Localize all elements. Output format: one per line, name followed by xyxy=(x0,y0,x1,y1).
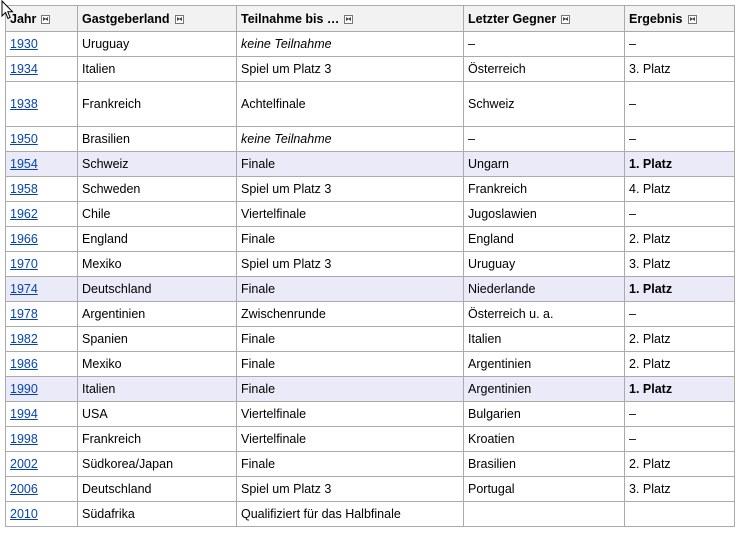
year-cell[interactable] xyxy=(6,352,78,377)
year-link[interactable]: 1974 xyxy=(10,282,38,296)
opponent-cell xyxy=(464,277,625,302)
host-country-cell xyxy=(78,252,237,277)
column-header-teilnahme[interactable] xyxy=(237,6,464,32)
result-cell xyxy=(625,277,735,302)
result-text: 1. Platz xyxy=(629,282,673,296)
year-cell[interactable] xyxy=(6,32,78,57)
opponent-cell xyxy=(464,502,625,527)
year-cell[interactable] xyxy=(6,477,78,502)
column-header-gastgeberland[interactable] xyxy=(78,6,237,32)
result-text: 4. Platz xyxy=(629,182,671,196)
result-cell xyxy=(625,452,735,477)
opponent-cell xyxy=(464,32,625,57)
stage-cell xyxy=(237,477,464,502)
stage-cell xyxy=(237,82,464,127)
table-row xyxy=(6,402,735,427)
world-cup-results-table xyxy=(5,5,735,527)
stage-text: Qualifiziert für das Halbfinale xyxy=(241,507,401,521)
stage-cell xyxy=(237,377,464,402)
stage-cell xyxy=(237,127,464,152)
opponent-cell xyxy=(464,452,625,477)
column-header-ergebnis[interactable] xyxy=(625,6,735,32)
host-country-cell xyxy=(78,177,237,202)
result-cell xyxy=(625,82,735,127)
stage-text: Spiel um Platz 3 xyxy=(241,257,332,271)
year-cell[interactable] xyxy=(6,152,78,177)
host-country-cell xyxy=(78,227,237,252)
result-text: 1. Platz xyxy=(629,157,673,171)
year-cell[interactable] xyxy=(6,57,78,82)
opponent-cell xyxy=(464,427,625,452)
host-country-text: Südafrika xyxy=(82,507,135,521)
mouse-cursor-icon xyxy=(1,0,15,20)
stage-cell xyxy=(237,327,464,352)
year-cell[interactable] xyxy=(6,177,78,202)
result-cell xyxy=(625,502,735,527)
opponent-cell xyxy=(464,477,625,502)
year-link[interactable]: 2010 xyxy=(10,507,38,521)
opponent-cell xyxy=(464,57,625,82)
host-country-text: Italien xyxy=(82,62,116,76)
host-country-cell xyxy=(78,352,237,377)
stage-text: Finale xyxy=(241,282,276,296)
result-text: 2. Platz xyxy=(629,457,671,471)
host-country-cell xyxy=(78,277,237,302)
column-header-letzter-gegner[interactable] xyxy=(464,6,625,32)
host-country-cell xyxy=(78,477,237,502)
host-country-text: Frankreich xyxy=(82,97,142,111)
stage-cell xyxy=(237,227,464,252)
opponent-cell xyxy=(464,177,625,202)
result-cell xyxy=(625,127,735,152)
host-country-text: Deutschland xyxy=(82,482,152,496)
year-cell[interactable] xyxy=(6,302,78,327)
host-country-text: Mexiko xyxy=(82,357,122,371)
sort-icon[interactable] xyxy=(344,15,353,24)
table-row xyxy=(6,57,735,82)
stage-cell xyxy=(237,402,464,427)
opponent-text: Italien xyxy=(468,332,502,346)
stage-text: Spiel um Platz 3 xyxy=(241,182,332,196)
host-country-text: Chile xyxy=(82,207,111,221)
host-country-cell xyxy=(78,327,237,352)
year-cell[interactable] xyxy=(6,202,78,227)
year-link[interactable]: 1986 xyxy=(10,357,38,371)
host-country-text: Mexiko xyxy=(82,257,122,271)
year-cell[interactable] xyxy=(6,277,78,302)
host-country-cell xyxy=(78,82,237,127)
opponent-cell xyxy=(464,327,625,352)
stage-cell xyxy=(237,202,464,227)
result-cell xyxy=(625,302,735,327)
opponent-text: Argentinien xyxy=(468,382,532,396)
year-link[interactable]: 1990 xyxy=(10,382,38,396)
opponent-text: Portugal xyxy=(468,482,515,496)
stage-text: Finale xyxy=(241,357,276,371)
opponent-text: – xyxy=(468,37,475,51)
sort-icon[interactable] xyxy=(688,15,697,24)
sort-icon[interactable] xyxy=(41,15,50,24)
table-row xyxy=(6,177,735,202)
host-country-text: Uruguay xyxy=(82,37,130,51)
opponent-text: Schweiz xyxy=(468,97,515,111)
host-country-cell xyxy=(78,302,237,327)
opponent-text: Ungarn xyxy=(468,157,509,171)
stage-cell xyxy=(237,252,464,277)
stage-cell xyxy=(237,152,464,177)
host-country-cell xyxy=(78,402,237,427)
table-row xyxy=(6,82,735,127)
table-row xyxy=(6,352,735,377)
result-text: – xyxy=(629,132,636,146)
stage-text: Achtelfinale xyxy=(241,97,306,111)
year-cell[interactable] xyxy=(6,402,78,427)
host-country-cell xyxy=(78,427,237,452)
year-link[interactable]: 1934 xyxy=(10,62,38,76)
host-country-text: Südkorea/Japan xyxy=(82,457,174,471)
year-link[interactable]: 1954 xyxy=(10,157,38,171)
opponent-text: Niederlande xyxy=(468,282,536,296)
host-country-text: Italien xyxy=(82,382,116,396)
opponent-text: Uruguay xyxy=(468,257,516,271)
sort-icon[interactable] xyxy=(175,15,184,24)
opponent-text: Argentinien xyxy=(468,357,532,371)
opponent-cell xyxy=(464,252,625,277)
stage-text: Viertelfinale xyxy=(241,432,307,446)
year-link[interactable]: 1994 xyxy=(10,407,38,421)
stage-text: Viertelfinale xyxy=(241,407,307,421)
table-row xyxy=(6,32,735,57)
year-link[interactable]: 1966 xyxy=(10,232,38,246)
opponent-text: Österreich xyxy=(468,62,526,76)
result-cell xyxy=(625,352,735,377)
sort-icon[interactable] xyxy=(561,15,570,24)
opponent-cell xyxy=(464,152,625,177)
host-country-text: Brasilien xyxy=(82,132,130,146)
opponent-cell xyxy=(464,227,625,252)
result-cell xyxy=(625,402,735,427)
result-text: 2. Platz xyxy=(629,332,671,346)
year-cell[interactable] xyxy=(6,127,78,152)
column-header-label: Jahr xyxy=(10,11,37,26)
year-cell[interactable] xyxy=(6,227,78,252)
host-country-cell xyxy=(78,377,237,402)
result-cell xyxy=(625,252,735,277)
year-cell[interactable] xyxy=(6,502,78,527)
host-country-cell xyxy=(78,152,237,177)
host-country-text: England xyxy=(82,232,128,246)
result-cell xyxy=(625,327,735,352)
table-body xyxy=(6,32,735,527)
opponent-text: – xyxy=(468,132,475,146)
opponent-text: England xyxy=(468,232,514,246)
stage-cell xyxy=(237,32,464,57)
result-text: 2. Platz xyxy=(629,357,671,371)
opponent-cell xyxy=(464,302,625,327)
opponent-text: Kroatien xyxy=(468,432,515,446)
result-text: – xyxy=(629,307,636,321)
opponent-cell xyxy=(464,202,625,227)
stage-cell xyxy=(237,57,464,82)
result-text: – xyxy=(629,407,636,421)
table-row xyxy=(6,477,735,502)
opponent-text: Brasilien xyxy=(468,457,516,471)
table-row xyxy=(6,502,735,527)
stage-text: Finale xyxy=(241,382,276,396)
column-header-label: Gastgeberland xyxy=(82,11,170,26)
host-country-text: Schweden xyxy=(82,182,141,196)
table-row xyxy=(6,327,735,352)
table-row xyxy=(6,202,735,227)
opponent-text: Bulgarien xyxy=(468,407,521,421)
host-country-cell xyxy=(78,452,237,477)
year-cell[interactable] xyxy=(6,327,78,352)
column-header-label: Letzter Gegner xyxy=(468,11,557,26)
result-text: – xyxy=(629,207,636,221)
stage-text: Viertelfinale xyxy=(241,207,307,221)
table-row xyxy=(6,152,735,177)
opponent-text: Jugoslawien xyxy=(468,207,537,221)
stage-cell xyxy=(237,352,464,377)
table-row xyxy=(6,302,735,327)
host-country-text: Schweiz xyxy=(82,157,129,171)
stage-text: Finale xyxy=(241,457,276,471)
host-country-cell xyxy=(78,57,237,82)
year-link[interactable]: 1958 xyxy=(10,182,38,196)
stage-cell xyxy=(237,502,464,527)
result-cell xyxy=(625,152,735,177)
stage-cell xyxy=(237,427,464,452)
opponent-cell xyxy=(464,127,625,152)
result-text: – xyxy=(629,37,636,51)
stage-text: Finale xyxy=(241,157,276,171)
host-country-text: USA xyxy=(82,407,108,421)
host-country-cell xyxy=(78,202,237,227)
host-country-text: Argentinien xyxy=(82,307,146,321)
column-header-label: Ergebnis xyxy=(629,11,683,26)
result-cell xyxy=(625,202,735,227)
host-country-text: Spanien xyxy=(82,332,128,346)
result-cell xyxy=(625,177,735,202)
table-header-row xyxy=(6,6,735,32)
year-link[interactable]: 1998 xyxy=(10,432,38,446)
stage-text: Finale xyxy=(241,332,276,346)
year-link[interactable]: 1930 xyxy=(10,37,38,51)
result-text: 3. Platz xyxy=(629,62,671,76)
result-cell xyxy=(625,377,735,402)
result-cell xyxy=(625,32,735,57)
host-country-cell xyxy=(78,502,237,527)
opponent-cell xyxy=(464,82,625,127)
result-cell xyxy=(625,477,735,502)
stage-text: Zwischenrunde xyxy=(241,307,326,321)
table-row xyxy=(6,452,735,477)
year-link[interactable]: 1938 xyxy=(10,97,38,111)
host-country-text: Frankreich xyxy=(82,432,142,446)
result-text: – xyxy=(629,97,636,111)
table-row xyxy=(6,377,735,402)
stage-text: Spiel um Platz 3 xyxy=(241,482,332,496)
table-row xyxy=(6,277,735,302)
result-cell xyxy=(625,227,735,252)
year-cell[interactable] xyxy=(6,427,78,452)
stage-text: Finale xyxy=(241,232,276,246)
year-link[interactable]: 1978 xyxy=(10,307,38,321)
opponent-text: Österreich u. a. xyxy=(468,307,554,321)
stage-text: keine Teilnahme xyxy=(241,132,332,146)
table-row xyxy=(6,427,735,452)
stage-cell xyxy=(237,302,464,327)
stage-cell xyxy=(237,177,464,202)
column-header-label: Teilnahme bis … xyxy=(241,11,340,26)
year-cell[interactable] xyxy=(6,252,78,277)
result-cell xyxy=(625,427,735,452)
year-link[interactable]: 2002 xyxy=(10,457,38,471)
stage-cell xyxy=(237,277,464,302)
stage-text: Spiel um Platz 3 xyxy=(241,62,332,76)
result-text: 1. Platz xyxy=(629,382,673,396)
opponent-cell xyxy=(464,377,625,402)
host-country-cell xyxy=(78,32,237,57)
year-link[interactable]: 1962 xyxy=(10,207,38,221)
table-row xyxy=(6,252,735,277)
year-link[interactable]: 1982 xyxy=(10,332,38,346)
table-row xyxy=(6,127,735,152)
result-text: 3. Platz xyxy=(629,257,671,271)
opponent-cell xyxy=(464,352,625,377)
host-country-cell xyxy=(78,127,237,152)
year-link[interactable]: 1950 xyxy=(10,132,38,146)
stage-cell xyxy=(237,452,464,477)
table-row xyxy=(6,227,735,252)
host-country-text: Deutschland xyxy=(82,282,152,296)
year-cell[interactable] xyxy=(6,377,78,402)
year-cell[interactable] xyxy=(6,82,78,127)
result-cell xyxy=(625,57,735,82)
result-text: 3. Platz xyxy=(629,482,671,496)
year-link[interactable]: 1970 xyxy=(10,257,38,271)
year-link[interactable]: 2006 xyxy=(10,482,38,496)
year-cell[interactable] xyxy=(6,452,78,477)
result-text: – xyxy=(629,432,636,446)
opponent-cell xyxy=(464,402,625,427)
opponent-text: Frankreich xyxy=(468,182,528,196)
result-text: 2. Platz xyxy=(629,232,671,246)
stage-text: keine Teilnahme xyxy=(241,37,332,51)
column-header-jahr[interactable] xyxy=(6,6,78,32)
